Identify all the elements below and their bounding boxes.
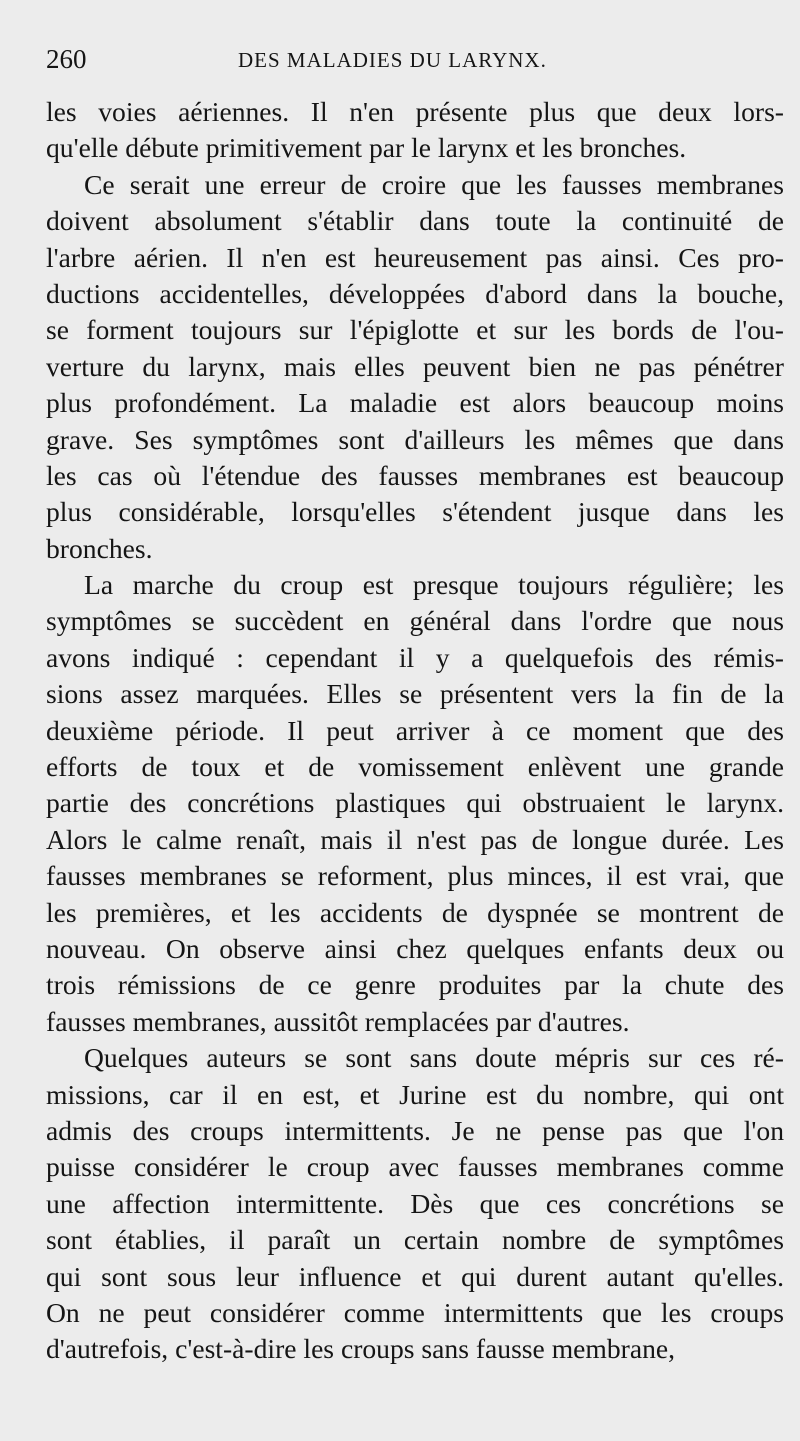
text-line: les premières, et les accidents de dyspnée se montrent de — [46, 896, 784, 928]
text-line: fausses membranes, aussitôt remplacées par d'autres. — [46, 1005, 630, 1037]
paragraph — [46, 167, 784, 567]
text-line: se forment toujours sur l'épiglotte et sur les bords de l'ou- — [46, 314, 784, 346]
text-line: Alors le calme renaît, mais il n'est pas de longue durée. Les — [46, 823, 784, 855]
text-line: grave. Ses symptômes sont d'ailleurs les mêmes que dans — [46, 423, 784, 455]
text-line: nouveau. On observe ainsi chez quelques enfants deux ou — [46, 932, 784, 964]
text-line: plus profondément. La maladie est alors beaucoup moins — [46, 387, 784, 419]
text-line: Quelques auteurs se sont sans doute mépris sur ces ré- — [84, 1042, 784, 1074]
page-number: 260 — [46, 44, 87, 74]
text-line: avons indiqué : cependant il y a quelquefois des rémis- — [46, 641, 784, 673]
text-line: sions assez marquées. Elles se présentent vers la fin de la — [46, 678, 784, 710]
text-line: verture du larynx, mais elles peuvent bien ne pas pénétrer — [46, 350, 784, 382]
text-line: bronches. — [46, 532, 153, 564]
text-line: On ne peut considérer comme intermittents que les croups — [46, 1296, 784, 1328]
text-line: doivent absolument s'établir dans toute la continuité de — [46, 205, 784, 237]
text-line: partie des concrétions plastiques qui obstruaient le larynx. — [46, 787, 784, 819]
text-line: missions, car il en est, et Jurine est du nombre, qui ont — [46, 1078, 784, 1110]
text-line: La marche du croup est presque toujours régulière; les — [84, 569, 784, 601]
text-line: les voies aériennes. Il n'en présente plus que deux lors- — [46, 96, 784, 127]
text-line: fausses membranes se reforment, plus minces, il est vrai, que — [46, 860, 784, 892]
paragraph — [46, 1040, 784, 1368]
text-line: plus considérable, lorsqu'elles s'étendent jusque dans les — [46, 496, 784, 528]
paragraph — [46, 94, 784, 167]
page-header — [46, 44, 786, 84]
text-line: les cas où l'étendue des fausses membranes est beaucoup — [46, 459, 784, 491]
text-line: l'arbre aérien. Il n'en est heureusement pas ainsi. Ces pro- — [46, 241, 784, 273]
text-line: trois rémissions de ce genre produites par la chute des — [46, 969, 784, 1001]
paragraph — [46, 567, 784, 1040]
body-text — [46, 94, 784, 1368]
running-title: DES MALADIES DU LARYNX. — [238, 48, 547, 72]
text-line: puisse considérer le croup avec fausses membranes comme — [46, 1151, 784, 1183]
text-line: Ce serait une erreur de croire que les fausses membranes — [84, 168, 784, 200]
text-line: efforts de toux et de vomissement enlèvent une grande — [46, 751, 784, 783]
text-line: qu'elle débute primitivement par le larynx et les bronches. — [46, 132, 687, 164]
text-line: sont établies, il paraît un certain nombre de symptômes — [46, 1224, 784, 1256]
text-line: deuxième période. Il peut arriver à ce moment que des — [46, 714, 784, 746]
text-line: symptômes se succèdent en général dans l'ordre que nous — [46, 605, 784, 637]
text-line: une affection intermittente. Dès que ces concrétions se — [46, 1187, 784, 1219]
text-line: qui sont sous leur influence et qui durent autant qu'elles. — [46, 1260, 784, 1292]
text-line: d'autrefois, c'est-à-dire les croups sans fausse membrane, — [46, 1333, 676, 1365]
text-line: ductions accidentelles, développées d'abord dans la bouche, — [46, 277, 784, 309]
text-line: admis des croups intermittents. Je ne pense pas que l'on — [46, 1114, 784, 1146]
